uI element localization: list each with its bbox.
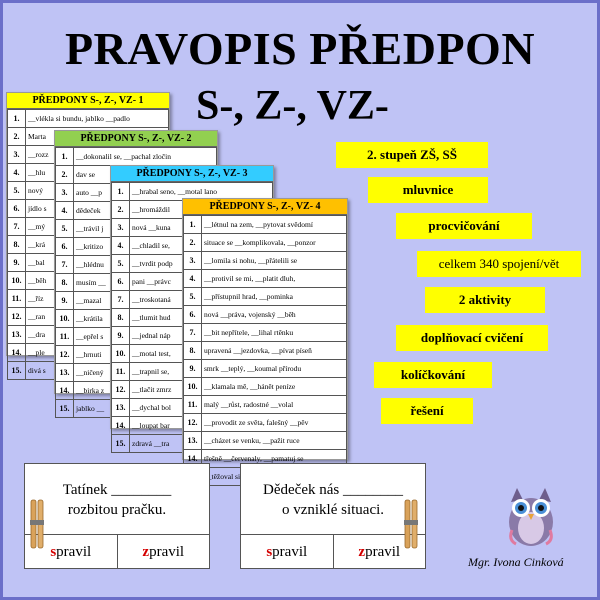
row-text: __mý (26, 218, 169, 236)
row-text: dav se (74, 166, 217, 184)
row-text: nový (26, 182, 169, 200)
row-number: 13. (112, 399, 130, 417)
row-number: 15. (56, 400, 74, 418)
row-text: zdravá __tra (130, 435, 273, 453)
row-text: __birka z (74, 382, 217, 400)
row-text: __říz (26, 290, 169, 308)
row-number: 1. (112, 183, 130, 201)
row-number: 9. (8, 254, 26, 272)
row-number: 7. (112, 291, 130, 309)
row-text: __tlumit hud (130, 309, 273, 327)
row-text: __hlédnu (74, 256, 217, 274)
worksheet-table (183, 215, 347, 486)
row-text: divá s (26, 362, 169, 380)
row-number: 4. (56, 202, 74, 220)
row-text: __ran (26, 308, 169, 326)
option-rest: pravil (272, 544, 308, 560)
row-text: __cházet se venku, __pažit ruce (202, 432, 347, 450)
row-text: __hrnuti (74, 346, 217, 364)
row-text: __epřel s (74, 328, 217, 346)
row-number: 8. (8, 236, 26, 254)
tag-solution: řešení (381, 398, 473, 424)
worksheet-header: PŘEDPONY S-, Z-, VZ- 2 (55, 131, 217, 147)
row-text: musím __ (74, 274, 217, 292)
row-text: jablko __ (74, 400, 217, 418)
row-number: 7. (184, 324, 202, 342)
row-text: __běh (26, 272, 169, 290)
row-text: nová __kuna (130, 219, 273, 237)
row-text: __ple (26, 344, 169, 362)
tag-practice: procvičování (396, 213, 532, 239)
row-text: __mazal (74, 292, 217, 310)
row-text: __hlu (26, 164, 169, 182)
row-number: 5. (184, 288, 202, 306)
row-number: 8. (184, 342, 202, 360)
row-number: 11. (8, 290, 26, 308)
row-number: 12. (112, 381, 130, 399)
row-number: 6. (56, 238, 74, 256)
row-number: 10. (8, 272, 26, 290)
row-number: 2. (184, 234, 202, 252)
row-number: 14. (56, 382, 74, 400)
row-text: __provodit ze světa, falešný __pěv (202, 414, 347, 432)
row-number: 1. (184, 216, 202, 234)
row-number: 12. (184, 414, 202, 432)
row-number: 15. (8, 362, 26, 380)
tag-activities: 2 aktivity (425, 287, 545, 313)
row-number: 14. (112, 417, 130, 435)
row-text: pani __právc (130, 273, 273, 291)
table-row (184, 252, 347, 270)
row-number: 4. (8, 164, 26, 182)
worksheet-header: PŘEDPONY S-, Z-, VZ- 1 (7, 93, 169, 109)
row-number: 7. (56, 256, 74, 274)
row-text: __bit nepřítele, __lihal rtěnku (202, 324, 347, 342)
row-text: __přístupnil hrad, __pominka (202, 288, 347, 306)
row-number: 11. (56, 328, 74, 346)
table-row (184, 378, 347, 396)
row-number: 3. (56, 184, 74, 202)
row-text: __motal test, (130, 345, 273, 363)
row-number: 2. (56, 166, 74, 184)
row-number: 5. (112, 255, 130, 273)
row-number: 6. (8, 200, 26, 218)
worksheet-4 (182, 198, 348, 481)
row-text: __trapnil se, (130, 363, 273, 381)
row-number: 13. (184, 432, 202, 450)
row-number: 14. (184, 450, 202, 468)
table-row (184, 288, 347, 306)
row-text: nová __práva, vojenský __běh (202, 306, 347, 324)
worksheet-header: PŘEDPONY S-, Z-, VZ- 4 (183, 199, 347, 215)
row-text: smrk __teplý, __koumal přírodu (202, 360, 347, 378)
activity-card-2 (240, 463, 426, 569)
row-text: __hromáždil (130, 201, 273, 219)
row-text: __protivil se mi, __platit dluh, (202, 270, 347, 288)
row-text: __tvrdit podp (130, 255, 273, 273)
table-row (184, 432, 347, 450)
row-text: __létnul na zem, __pytovat svědomí (202, 216, 347, 234)
option-spravil[interactable] (241, 535, 333, 568)
row-number: 4. (112, 237, 130, 255)
row-text: Marta (26, 128, 169, 146)
row-number: 11. (184, 396, 202, 414)
row-text: __lomila si nohu, __přátelili se (202, 252, 347, 270)
row-text: dědeček (74, 202, 217, 220)
row-number: 13. (8, 326, 26, 344)
row-text: __trávil j (74, 220, 217, 238)
row-text: __jednal náp (130, 327, 273, 345)
row-text: __troskotaná (130, 291, 273, 309)
card-sentence (25, 480, 209, 520)
row-number: 9. (112, 327, 130, 345)
row-number: 10. (112, 345, 130, 363)
row-text: __krá (26, 236, 169, 254)
row-number: 13. (56, 364, 74, 382)
table-row (184, 234, 347, 252)
row-number: 14. (8, 344, 26, 362)
table-row (184, 270, 347, 288)
table-row (184, 306, 347, 324)
table-row (184, 360, 347, 378)
row-number: 6. (112, 273, 130, 291)
row-text: __bal (26, 254, 169, 272)
main-subtitle: S-, Z-, VZ- (196, 83, 389, 129)
table-row (184, 216, 347, 234)
row-number: 8. (112, 309, 130, 327)
row-text: jídlo s (26, 200, 169, 218)
table-row (56, 148, 217, 166)
card-options (241, 534, 425, 568)
card-options (25, 534, 209, 568)
activity-card-1 (24, 463, 210, 569)
row-text: __ničený (74, 364, 217, 382)
row-text: upravená __jezdovka, __pívat píseň (202, 342, 347, 360)
option-prefix: z (358, 544, 366, 560)
tag-total (417, 251, 581, 277)
row-number: 7. (8, 218, 26, 236)
row-text: __loupat bar (130, 417, 273, 435)
row-number: 3. (184, 252, 202, 270)
row-number: 1. (8, 110, 26, 128)
owl-icon (502, 482, 560, 550)
option-prefix: s (50, 544, 57, 560)
row-text: třešně __červenaly, __pamatuj se (202, 450, 347, 468)
row-text: auto __p (74, 184, 217, 202)
row-number: 8. (56, 274, 74, 292)
row-number: 10. (56, 310, 74, 328)
tag-grammar: mluvnice (368, 177, 488, 203)
row-number: 6. (184, 306, 202, 324)
row-text: __chladil se, (130, 237, 273, 255)
table-row (184, 342, 347, 360)
row-text: malý __růst, radostné __volal (202, 396, 347, 414)
row-number: 5. (56, 220, 74, 238)
row-number: 4. (184, 270, 202, 288)
row-number: 2. (112, 201, 130, 219)
row-number: 3. (8, 146, 26, 164)
row-text: __kritizo (74, 238, 217, 256)
author-name: Mgr. Ivona Cinková (468, 555, 564, 569)
row-text: __dokonalil se, __pachal zločin (74, 148, 217, 166)
row-number: 5. (8, 182, 26, 200)
table-row (184, 324, 347, 342)
row-text: __hrabal seno, __motal lano (130, 183, 273, 201)
row-number: 3. (112, 219, 130, 237)
tag-clothespin: kolíčkování (374, 362, 492, 388)
row-number: 9. (184, 360, 202, 378)
row-text: __těžoval si (202, 468, 347, 486)
option-prefix: s (266, 544, 273, 560)
row-text: situace se __komplikovala, __ponzor (202, 234, 347, 252)
row-number: 11. (112, 363, 130, 381)
card-line-2: rozbitou pračku. (67, 502, 167, 518)
table-row (184, 414, 347, 432)
row-text: __vlékla si bundu, jablko __padlo (26, 110, 169, 128)
row-number: 15. (112, 435, 130, 453)
row-text: __dra (26, 326, 169, 344)
card-line-1: Dědeček nás ________ (263, 482, 403, 498)
row-number: 9. (56, 292, 74, 310)
option-rest: pravil (365, 544, 401, 560)
row-text: __dychal bol (130, 399, 273, 417)
tag-total-text: celkem 340 spojení/vět (438, 256, 560, 271)
card-sentence (241, 480, 425, 520)
main-title: PRAVOPIS PŘEDPON (64, 23, 536, 74)
row-text: __krátila (74, 310, 217, 328)
tag-grade: 2. stupeň ZŠ, SŠ (336, 142, 488, 168)
row-number: 12. (56, 346, 74, 364)
row-text: __klamala mě, __hánět peníze (202, 378, 347, 396)
card-line-1: Tatínek ________ (62, 482, 172, 498)
row-number: 1. (56, 148, 74, 166)
worksheet-header: PŘEDPONY S-, Z-, VZ- 3 (111, 166, 273, 182)
table-row (184, 396, 347, 414)
card-line-2: o vzniklé situaci. (281, 502, 385, 518)
row-number: 2. (8, 128, 26, 146)
row-number: 10. (184, 378, 202, 396)
row-text: __rozz (26, 146, 169, 164)
option-zpravil[interactable] (117, 535, 210, 568)
option-rest: pravil (149, 544, 185, 560)
row-text: __tlačit zmrz (130, 381, 273, 399)
clothespin-icon (30, 500, 44, 548)
option-rest: pravil (56, 544, 92, 560)
option-prefix: z (142, 544, 150, 560)
row-number: 12. (8, 308, 26, 326)
table-row (8, 110, 169, 128)
clothespin-icon (404, 500, 418, 548)
tag-fill-in: doplňovací cvičení (396, 325, 548, 351)
